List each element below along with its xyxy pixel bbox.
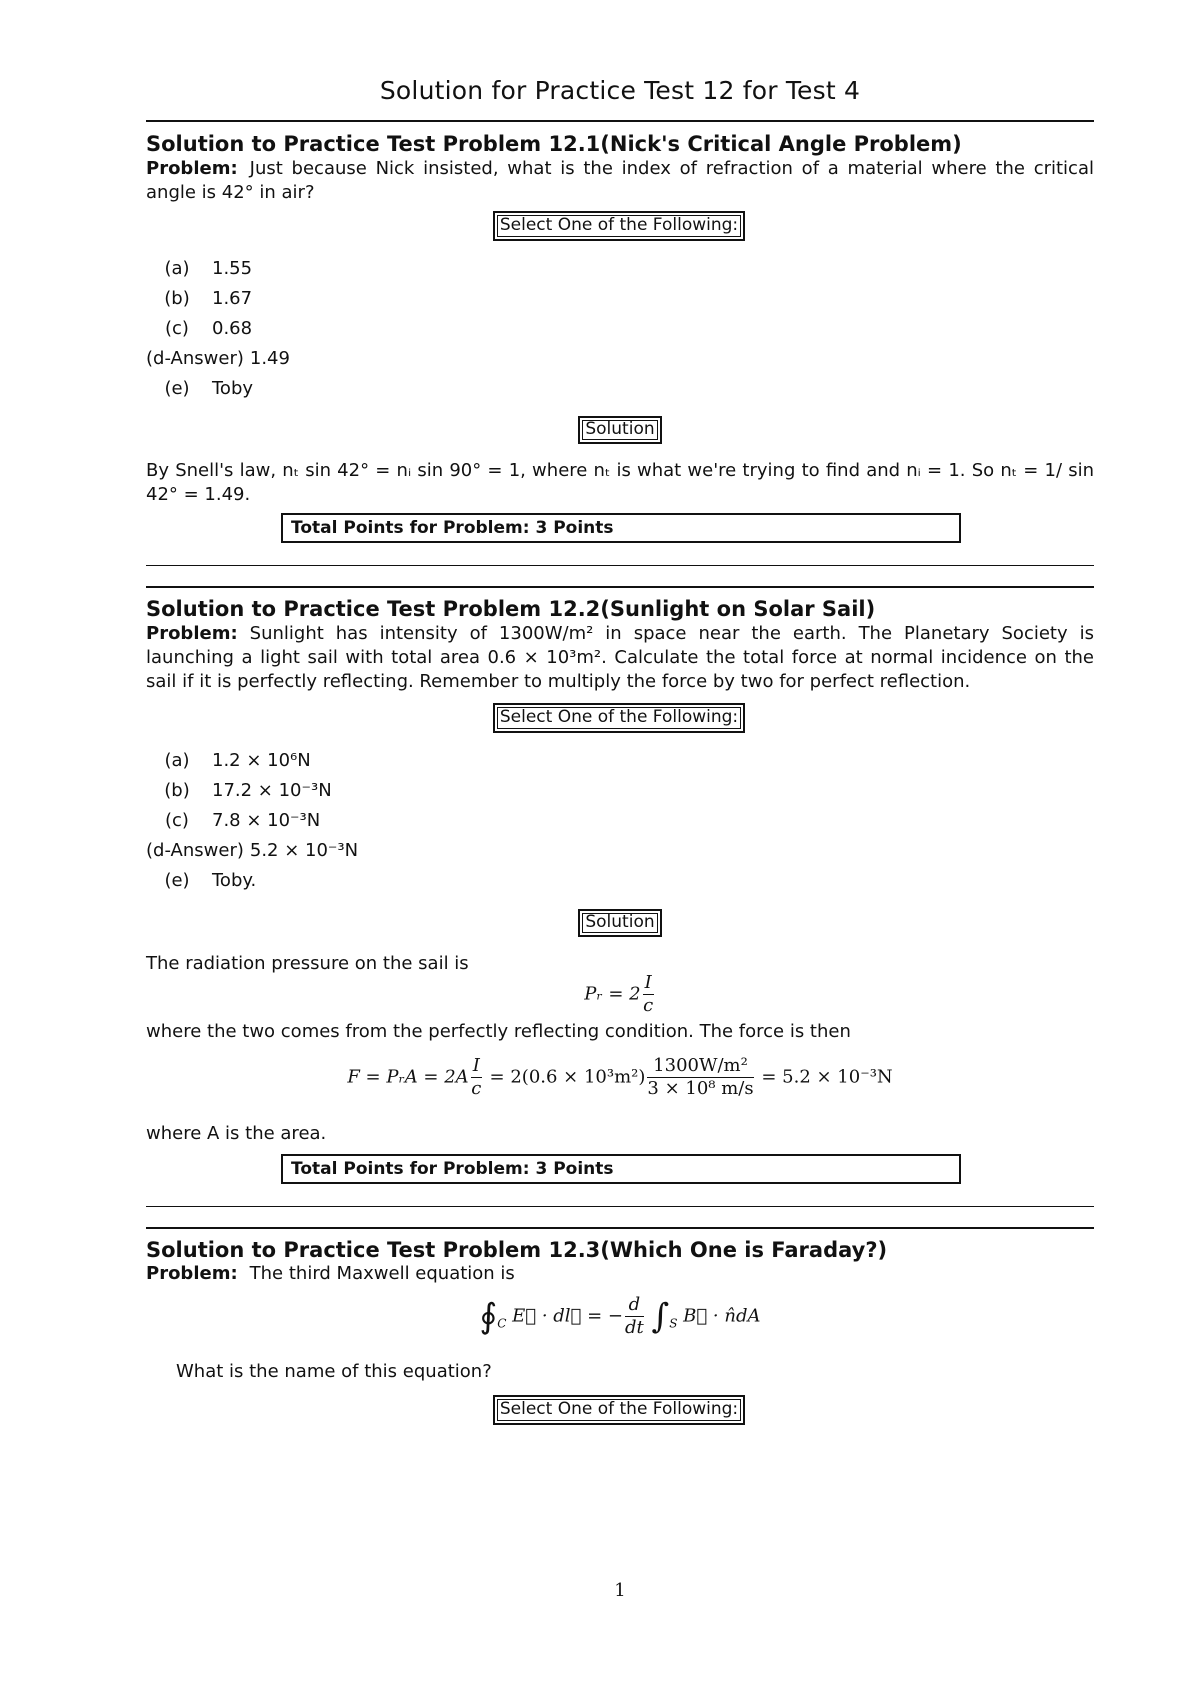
option-value: 0.68 <box>212 318 253 339</box>
option-label: (c) <box>165 318 189 339</box>
option-value: 1.67 <box>212 288 253 309</box>
problem-text: Sunlight has intensity of 1300W/m² in space near the earth. The Planetary Society is launching a light sail with total area 0.6 × 10³m². Calculate the total force at normal incidence on the sail if it is perfectly reflecting. Remember to multiply the force by two for perfect reflection. <box>146 623 1094 692</box>
answer-option <box>146 870 256 891</box>
solution-box: Solution <box>578 416 662 444</box>
problem-heading: Solution to Practice Test Problem 12.3(Which One is Faraday?) <box>146 1238 888 1262</box>
option-label: (c) <box>165 810 189 831</box>
solution-text: The radiation pressure on the sail is <box>146 953 469 974</box>
problem-text: Just because Nick insisted, what is the index of refraction of a material where the critical angle is 42° in air? <box>146 158 1094 203</box>
option-value: Toby. <box>212 870 257 891</box>
document-page <box>146 0 1094 1698</box>
answer-option-correct <box>146 348 290 369</box>
option-value: 17.2 × 10⁻³N <box>212 780 332 801</box>
solution-text: where the two comes from the perfectly reflecting condition. The force is then <box>146 1021 851 1042</box>
answer-option <box>146 288 252 309</box>
problem-statement <box>146 1262 1094 1286</box>
answer-option <box>146 318 252 339</box>
problem-label: Problem: <box>146 158 238 179</box>
equation-radiation-pressure: Pᵣ = 2 $\frac{I}{c}$ <box>584 972 654 1016</box>
option-value: Toby <box>212 378 254 399</box>
answer-option <box>146 810 320 831</box>
solution-box: Solution <box>578 909 662 937</box>
problem-label: Problem: <box>146 623 238 644</box>
answer-option <box>146 258 252 279</box>
page-number: 1 <box>614 1580 626 1601</box>
total-points-box: Total Points for Problem: 3 Points <box>281 1154 961 1184</box>
option-label: (d-Answer) <box>146 348 244 369</box>
select-one-box: Select One of the Following: <box>493 1395 745 1425</box>
answer-option <box>146 750 311 771</box>
solution-text: By Snell's law, nₜ sin 42° = nᵢ sin 90° = 1, where nₜ is what we're trying to find and nᵢ = 1. So nₜ = 1/ sin 42° = 1.49. <box>146 460 1094 505</box>
select-one-box: Select One of the Following: <box>493 703 745 733</box>
option-value: 1.2 × 10⁶N <box>212 750 311 771</box>
option-value: 1.49 <box>249 348 290 369</box>
option-label: (a) <box>164 258 190 279</box>
option-label: (b) <box>164 288 190 309</box>
option-label: (e) <box>164 870 190 891</box>
problem-statement <box>146 622 1094 694</box>
section-divider <box>146 586 1094 588</box>
option-label: (d-Answer) <box>146 840 244 861</box>
option-label: (a) <box>164 750 190 771</box>
option-value: 7.8 × 10⁻³N <box>212 810 321 831</box>
page-title: Solution for Practice Test 12 for Test 4 <box>379 76 861 105</box>
problem-text: The third Maxwell equation is <box>249 1263 515 1284</box>
problem-heading: Solution to Practice Test Problem 12.2(Sunlight on Solar Sail) <box>146 597 876 621</box>
total-points-box: Total Points for Problem: 3 Points <box>281 513 961 543</box>
answer-option-correct <box>146 840 358 861</box>
section-divider <box>146 120 1094 122</box>
answer-option <box>146 378 253 399</box>
problem-label: Problem: <box>146 1263 238 1284</box>
option-value: 5.2 × 10⁻³N <box>249 840 359 861</box>
select-one-box: Select One of the Following: <box>493 211 745 241</box>
answer-option <box>146 780 332 801</box>
problem-heading: Solution to Practice Test Problem 12.1(Nick's Critical Angle Problem) <box>146 132 962 156</box>
question-text: What is the name of this equation? <box>176 1361 492 1382</box>
equation-force: F = PᵣA = 2A $\frac{I}{c}$ = 2(0.6 × 10³m²) $\frac{\text{1300W/m²}}{\text{3 × 10⁸ m/s}}$ = 5.2 × 10⁻³N <box>347 1055 893 1099</box>
equation-faraday: $∮_C$ E⃗ · dl⃗ = − $\frac{d}{dt}$ $\int_S$ B⃗ · n̂dA <box>479 1294 761 1338</box>
section-divider <box>146 565 1094 566</box>
problem-statement <box>146 157 1094 205</box>
contour-integral-symbol: ∮ <box>479 1296 498 1337</box>
section-divider <box>146 1227 1094 1229</box>
solution-text: where A is the area. <box>146 1123 327 1144</box>
option-value: 1.55 <box>212 258 253 279</box>
section-divider <box>146 1206 1094 1207</box>
option-label: (e) <box>164 378 190 399</box>
option-label: (b) <box>164 780 190 801</box>
surface-integral-symbol: ∫ <box>651 1296 670 1337</box>
